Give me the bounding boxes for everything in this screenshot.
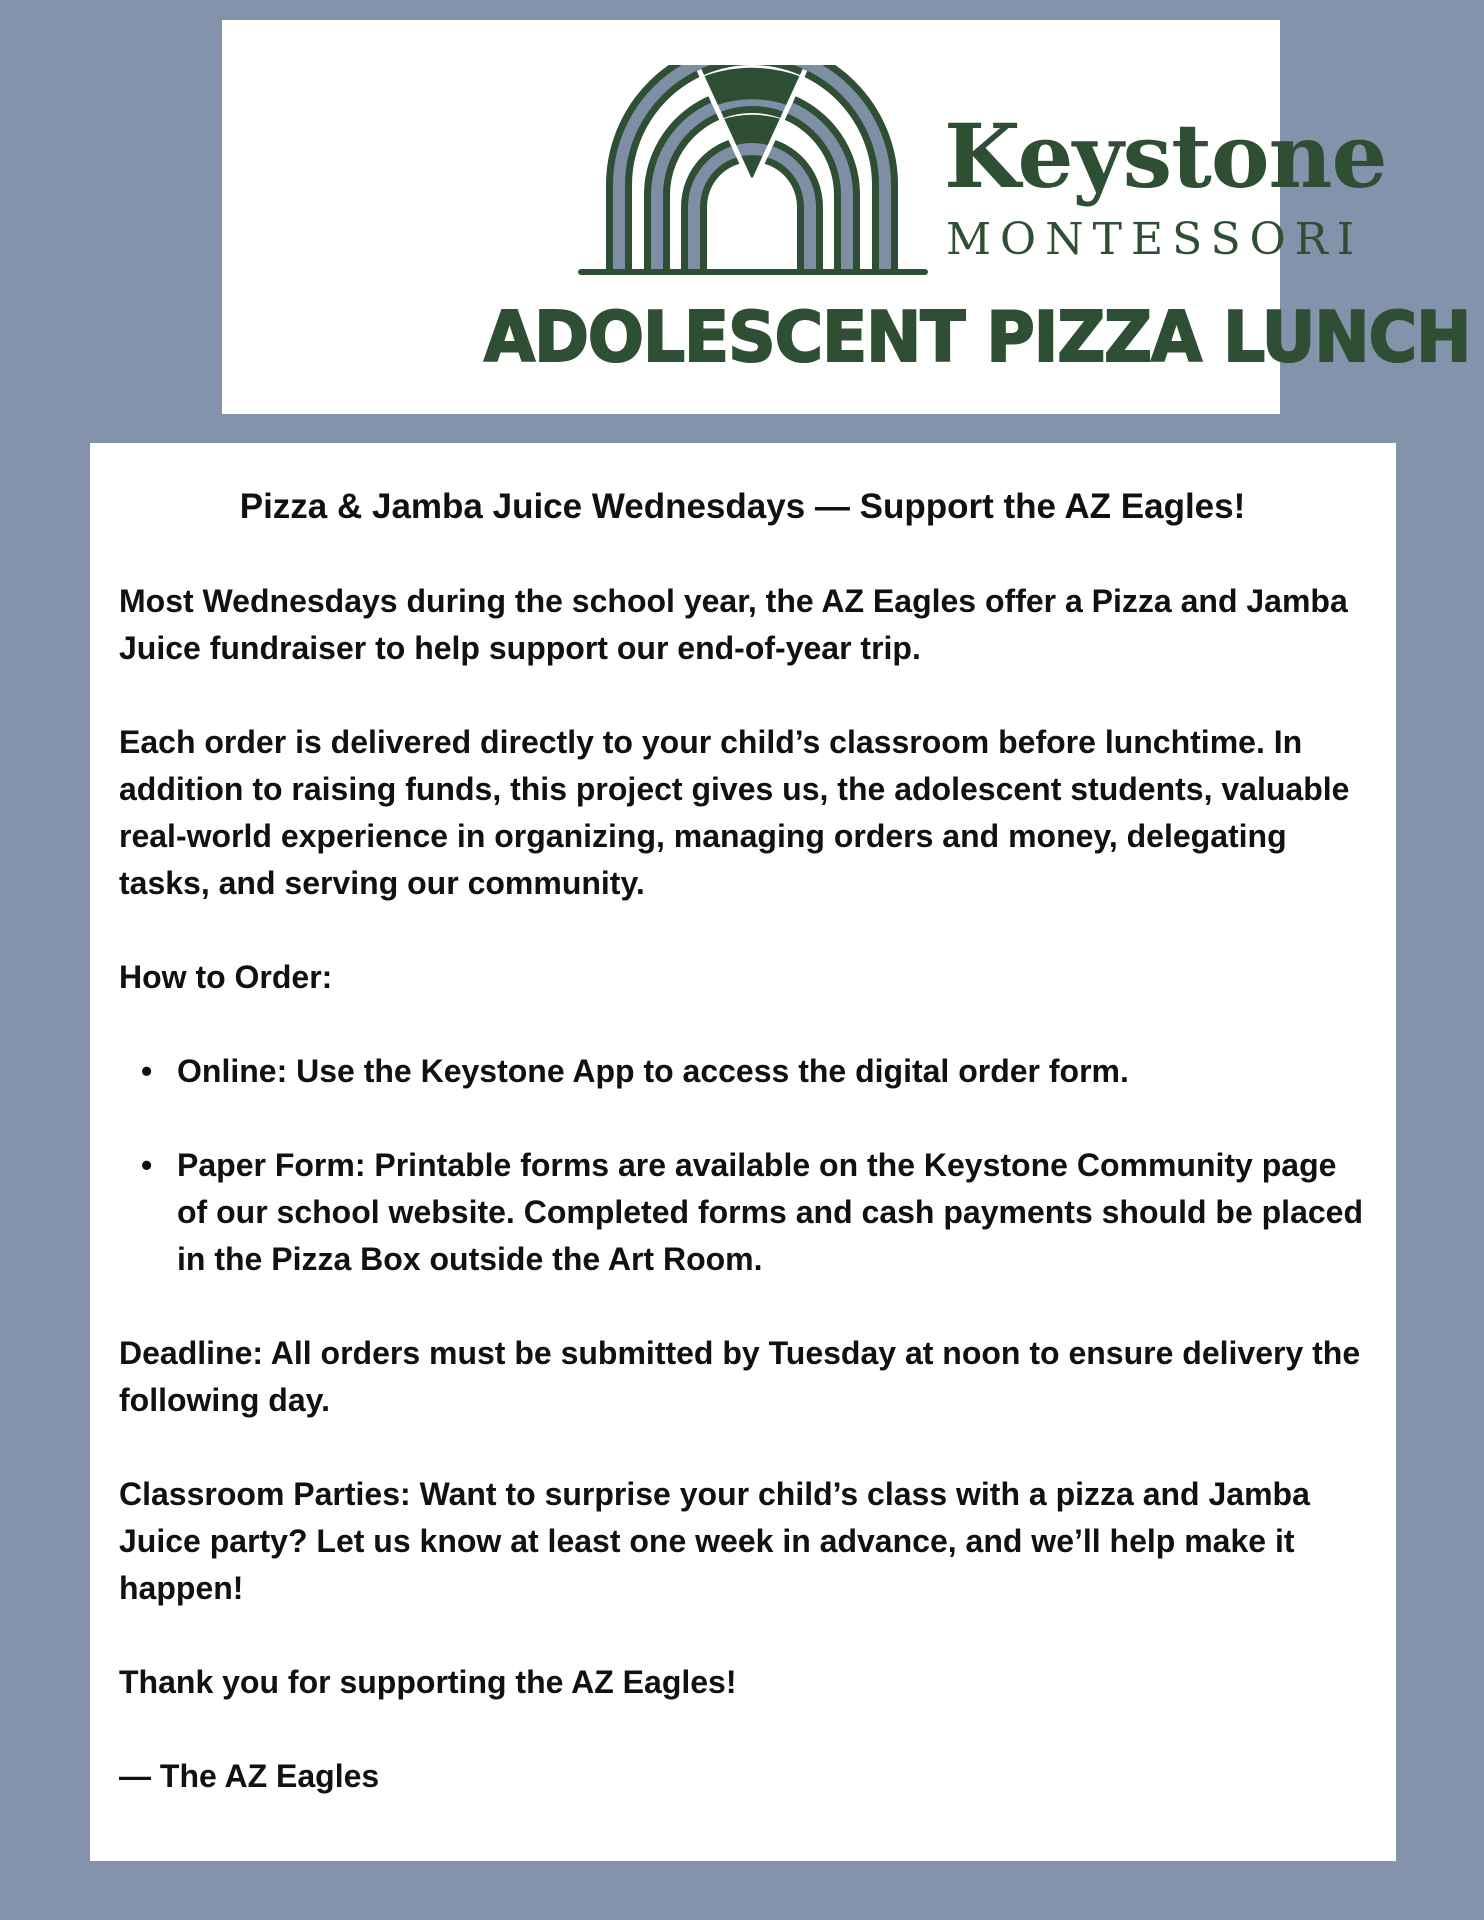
list-item-text: Paper Form: Printable forms are available on the Keystone Community page of our school website. Completed forms and cash payments should be placed in the Pizza Box outside the Art Room. xyxy=(177,1147,1363,1277)
signature: — The AZ Eagles xyxy=(119,1758,380,1794)
list-item-paper-form xyxy=(119,1142,1366,1283)
thanks-paragraph: Thank you for supporting the AZ Eagles! xyxy=(119,1664,737,1700)
order-methods-list xyxy=(119,1048,1366,1283)
bullet-icon: • xyxy=(141,1053,153,1089)
brand-subtitle: MONTESSORI xyxy=(946,214,1364,265)
intro-paragraph: Most Wednesdays during the school year, the AZ Eagles offer a Pizza and Jamba Juice fundraiser to help support our end-of-year trip. xyxy=(119,583,1348,666)
list-item-text: Online: Use the Keystone App to access the digital order form. xyxy=(177,1053,1129,1089)
content-heading: Pizza & Jamba Juice Wednesdays — Support the AZ Eagles! xyxy=(239,487,1246,526)
how-to-order-label: How to Order: xyxy=(119,959,333,995)
brand-name: Keystone xyxy=(944,104,1387,208)
list-item-online xyxy=(119,1048,1366,1095)
event-title: ADOLESCENT PIZZA LUNCH xyxy=(484,297,1471,378)
parties-paragraph: Classroom Parties: Want to surprise your child’s class with a pizza and Jamba Juice party? Let us know at least one week in advance, and we’ll help make it happen! xyxy=(119,1476,1310,1606)
header-banner xyxy=(222,20,1471,414)
deadline-paragraph: Deadline: All orders must be submitted by Tuesday at noon to ensure delivery the following day. xyxy=(119,1335,1361,1418)
rainbow-arch-logo-icon xyxy=(577,65,929,277)
bullet-icon: • xyxy=(141,1147,153,1183)
delivery-paragraph: Each order is delivered directly to your child’s classroom before lunchtime. In addition to raising funds, this project gives us, the adolescent students, valuable real-world experience in organizing, managing orders and money, delegating tasks, and serving our community. xyxy=(119,724,1350,901)
content-panel xyxy=(90,443,1396,1861)
